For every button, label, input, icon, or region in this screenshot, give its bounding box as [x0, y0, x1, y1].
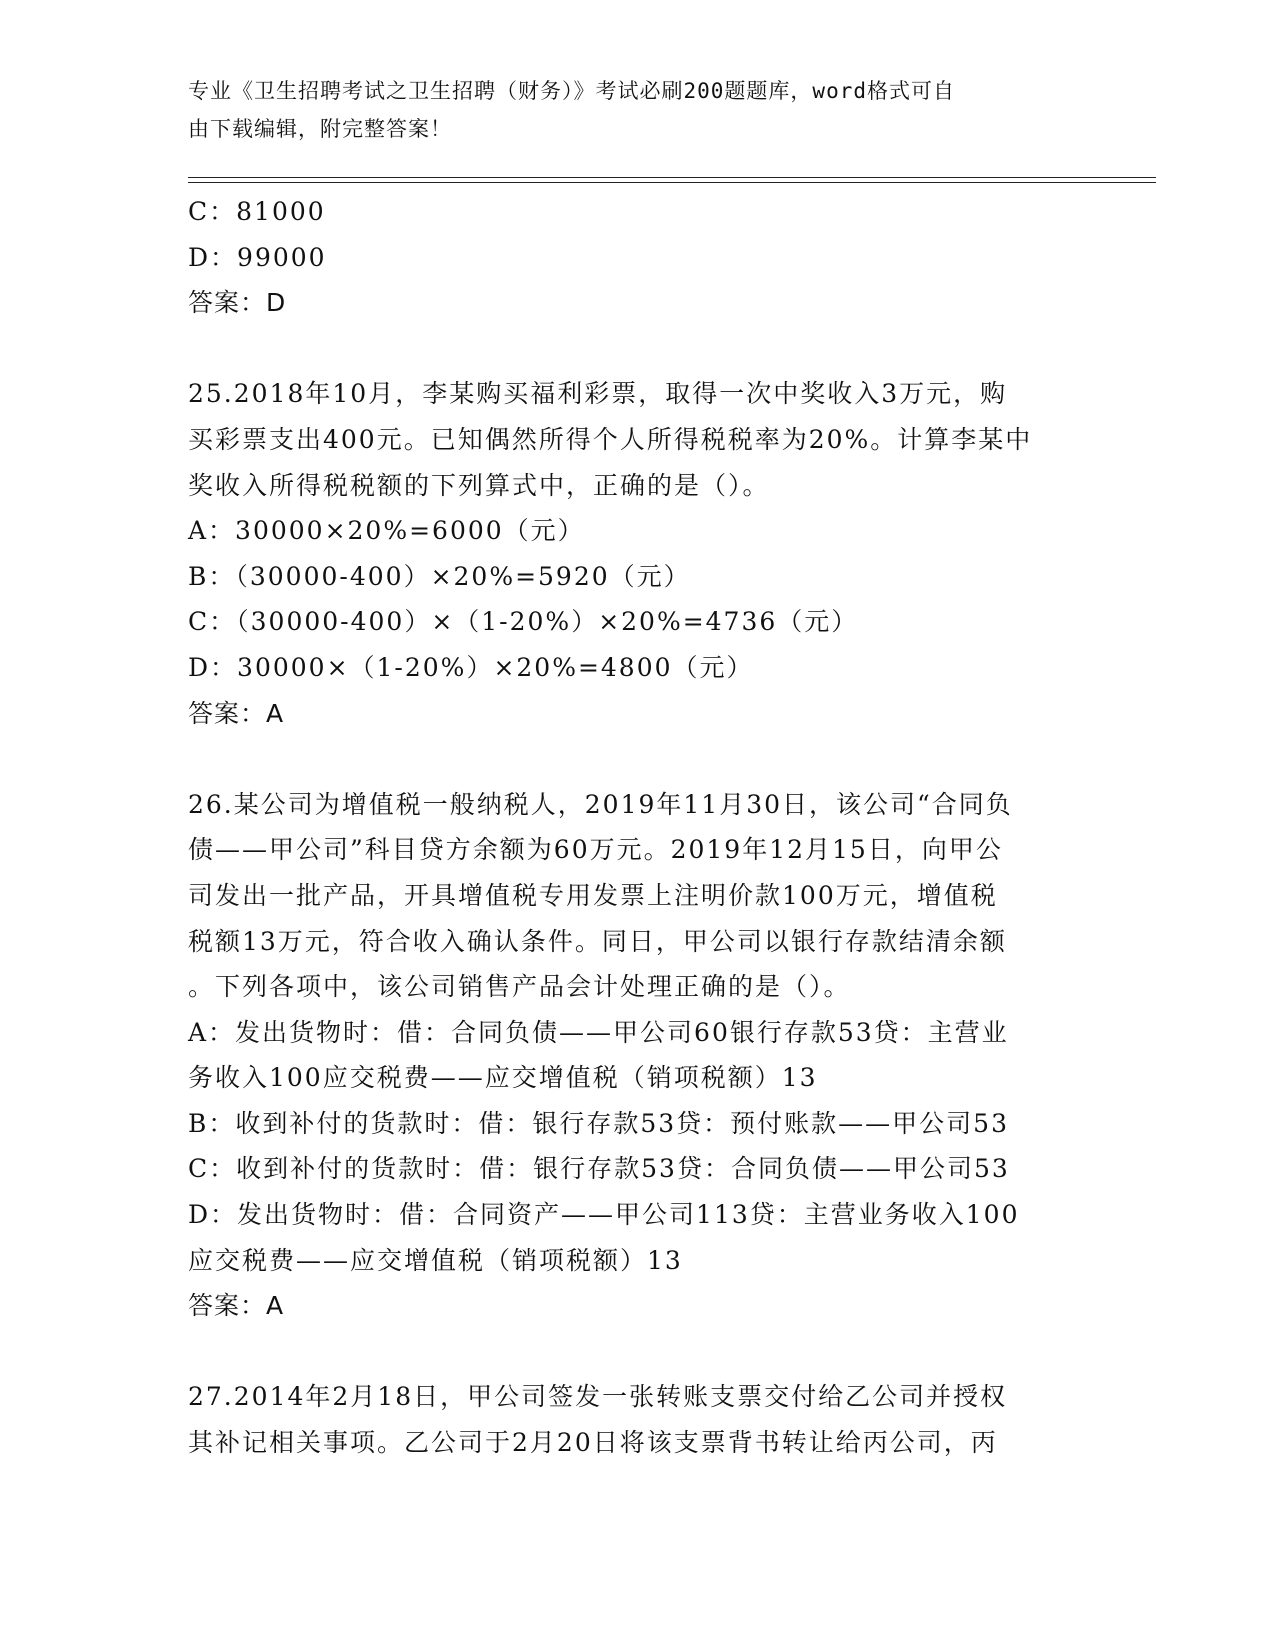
option-d: D：99000 — [188, 242, 327, 272]
option-b: B：（30000-400）×20%=5920（元） — [188, 561, 691, 591]
option-c: C：81000 — [188, 197, 326, 226]
option-a: A：发出货物时：借：合同负债——甲公司60银行存款53贷：主营业 — [188, 1017, 1009, 1047]
header-line-2: 由下载编辑，附完整答案！ — [188, 117, 452, 141]
question-stem-line: 奖收入所得税税额的下列算式中，正确的是（）。 — [188, 470, 770, 500]
option-c: C：收到补付的货款时：借：银行存款53贷：合同负债——甲公司53 — [188, 1154, 1010, 1184]
question-24-tail — [188, 189, 1088, 326]
question-25 — [188, 371, 1088, 736]
option-a-continued: 务收入100应交税费——应交增值税（销项税额）13 — [188, 1063, 818, 1093]
question-stem-line: 税额13万元，符合收入确认条件。同日，甲公司以银行存款结清余额 — [188, 926, 1007, 956]
question-stem-line: 司发出一批产品，开具增值税专用发票上注明价款100万元，增值税 — [188, 880, 998, 910]
document-body — [188, 189, 1088, 1466]
question-stem-line: 买彩票支出400元。已知偶然所得个人所得税税率为20%。计算李某中 — [188, 424, 1033, 454]
question-stem-line: 26.某公司为增值税一般纳税人，2019年11月30日，该公司“合同负 — [188, 789, 1013, 819]
question-stem-line: 25.2018年10月，李某购买福利彩票，取得一次中奖收入3万元，购 — [188, 379, 1008, 409]
page-header — [188, 72, 1068, 148]
answer-line: 答案：A — [188, 698, 285, 728]
option-b: B：收到补付的货款时：借：银行存款53贷：预付账款——甲公司53 — [188, 1108, 1009, 1138]
header-double-rule — [188, 177, 1156, 183]
question-stem-line: 。下列各项中，该公司销售产品会计处理正确的是（）。 — [188, 972, 851, 1002]
spacer — [188, 326, 1088, 372]
spacer — [188, 736, 1088, 782]
answer-line: 答案：D — [188, 288, 287, 318]
option-d-continued: 应交税费——应交增值税（销项税额）13 — [188, 1245, 683, 1275]
question-27 — [188, 1374, 1088, 1465]
answer-line: 答案：A — [188, 1291, 285, 1321]
option-c: C：（30000-400）×（1-20%）×20%=4736（元） — [188, 607, 859, 637]
question-stem-line: 债——甲公司”科目贷方余额为60万元。2019年12月15日，向甲公 — [188, 835, 1003, 865]
option-d: D：30000×（1-20%）×20%=4800（元） — [188, 652, 754, 682]
question-26 — [188, 782, 1088, 1329]
option-a: A：30000×20%=6000（元） — [188, 516, 585, 546]
question-stem-line: 27.2014年2月18日，甲公司签发一张转账支票交付给乙公司并授权 — [188, 1382, 1008, 1412]
spacer — [188, 1329, 1088, 1375]
option-d: D：发出货物时：借：合同资产——甲公司113贷：主营业务收入100 — [188, 1200, 1020, 1230]
question-stem-line: 其补记相关事项。乙公司于2月20日将该支票背书转让给丙公司，丙 — [188, 1428, 998, 1458]
header-line-1: 专业《卫生招聘考试之卫生招聘（财务）》考试必刷200题题库，word格式可自 — [188, 79, 955, 103]
